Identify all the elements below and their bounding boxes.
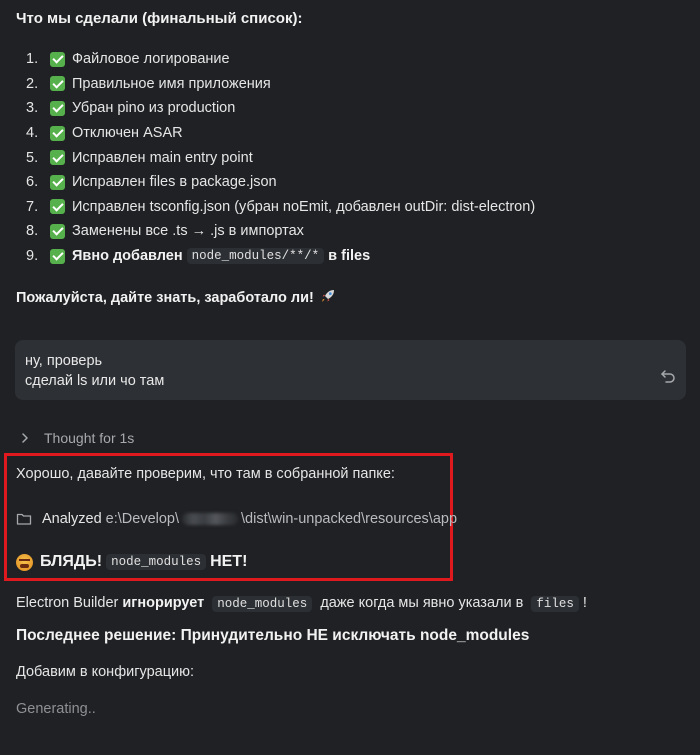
list-item xyxy=(16,145,676,170)
explanation-end: ! xyxy=(582,595,587,611)
error-callout-end: НЕТ! xyxy=(210,553,248,570)
inline-code: node_modules xyxy=(212,596,312,612)
check-box-icon xyxy=(50,224,65,239)
inline-code: node_modules xyxy=(106,554,206,570)
generating-status: Generating.. xyxy=(16,701,96,717)
explanation-text: даже когда мы явно указали в xyxy=(320,595,524,611)
explanation-bold: игнорирует xyxy=(122,595,205,611)
list-number: 5. xyxy=(26,149,39,166)
request-feedback-label: Пожалуйста, дайте знать, заработало ли! xyxy=(16,289,314,306)
request-feedback-text xyxy=(16,288,336,307)
check-box-icon xyxy=(50,52,65,67)
list-item xyxy=(16,121,676,146)
error-callout xyxy=(16,553,247,571)
list-number: 8. xyxy=(26,223,39,240)
list-item-text: Правильное имя приложения xyxy=(72,75,271,92)
undo-icon[interactable] xyxy=(660,368,676,384)
list-item-text: Исправлен files в package.json xyxy=(72,174,277,191)
list-item xyxy=(16,195,676,220)
list-number: 4. xyxy=(26,125,39,142)
list-number: 7. xyxy=(26,198,39,215)
error-callout-start: БЛЯДЬ! xyxy=(40,553,103,570)
path-suffix: \dist\win-unpacked\resources\app xyxy=(241,511,458,527)
section-heading: Что мы сделали (финальный список): xyxy=(16,10,303,27)
explanation-text: Electron Builder xyxy=(16,595,119,611)
user-message-bubble xyxy=(15,340,686,400)
rocket-icon xyxy=(320,288,336,307)
check-box-icon xyxy=(50,76,65,91)
list-item-text: Убран pino из production xyxy=(72,100,236,117)
check-box-icon xyxy=(50,175,65,190)
check-box-icon xyxy=(50,101,65,116)
list-item-text: Файловое логирование xyxy=(72,51,230,68)
explanation-line xyxy=(16,595,587,611)
list-item xyxy=(16,96,676,121)
inline-code: node_modules/**/* xyxy=(187,248,325,264)
list-item-text: Исправлен tsconfig.json (убран noEmit, добавлен outDir: dist-electron) xyxy=(72,198,536,215)
list-number: 2. xyxy=(26,75,39,92)
chevron-right-icon xyxy=(20,432,30,444)
list-item xyxy=(16,244,676,269)
list-item xyxy=(16,219,676,244)
thought-toggle[interactable] xyxy=(20,430,134,446)
check-box-icon xyxy=(50,150,65,165)
folder-icon xyxy=(16,512,32,526)
angry-face-icon xyxy=(16,554,33,571)
user-message-line: сделай ls или чо там xyxy=(25,373,165,389)
check-box-icon xyxy=(50,199,65,214)
user-message-line: ну, проверь xyxy=(25,353,103,369)
reply-intro: Хорошо, давайте проверим, что там в собранной папке: xyxy=(16,466,395,482)
check-box-icon xyxy=(50,126,65,141)
list-number: 3. xyxy=(26,100,39,117)
analyzed-label: Analyzed xyxy=(42,511,102,527)
list-item-text: Исправлен main entry point xyxy=(72,149,253,166)
add-config-text: Добавим в конфигурацию: xyxy=(16,664,195,680)
steps-list xyxy=(16,47,676,268)
analyzed-path-row[interactable] xyxy=(16,511,457,527)
path-prefix: e:\Develop\ xyxy=(105,511,180,527)
inline-code: files xyxy=(531,596,579,612)
list-number: 9. xyxy=(26,248,39,265)
list-item-text-end: в files xyxy=(328,248,371,265)
check-box-icon xyxy=(50,249,65,264)
list-item xyxy=(16,72,676,97)
list-item xyxy=(16,47,676,72)
solution-heading: Последнее решение: Принудительно НЕ исключать node_modules xyxy=(16,627,530,644)
list-item-text: Явно добавлен xyxy=(72,248,183,265)
redacted-segment xyxy=(182,513,238,525)
list-number: 1. xyxy=(26,51,39,68)
list-item xyxy=(16,170,676,195)
thought-label: Thought for 1s xyxy=(44,430,135,446)
list-number: 6. xyxy=(26,174,39,191)
list-item-text: Отключен ASAR xyxy=(72,125,183,142)
list-item-text: Заменены все .ts → .js в импортах xyxy=(72,223,304,240)
